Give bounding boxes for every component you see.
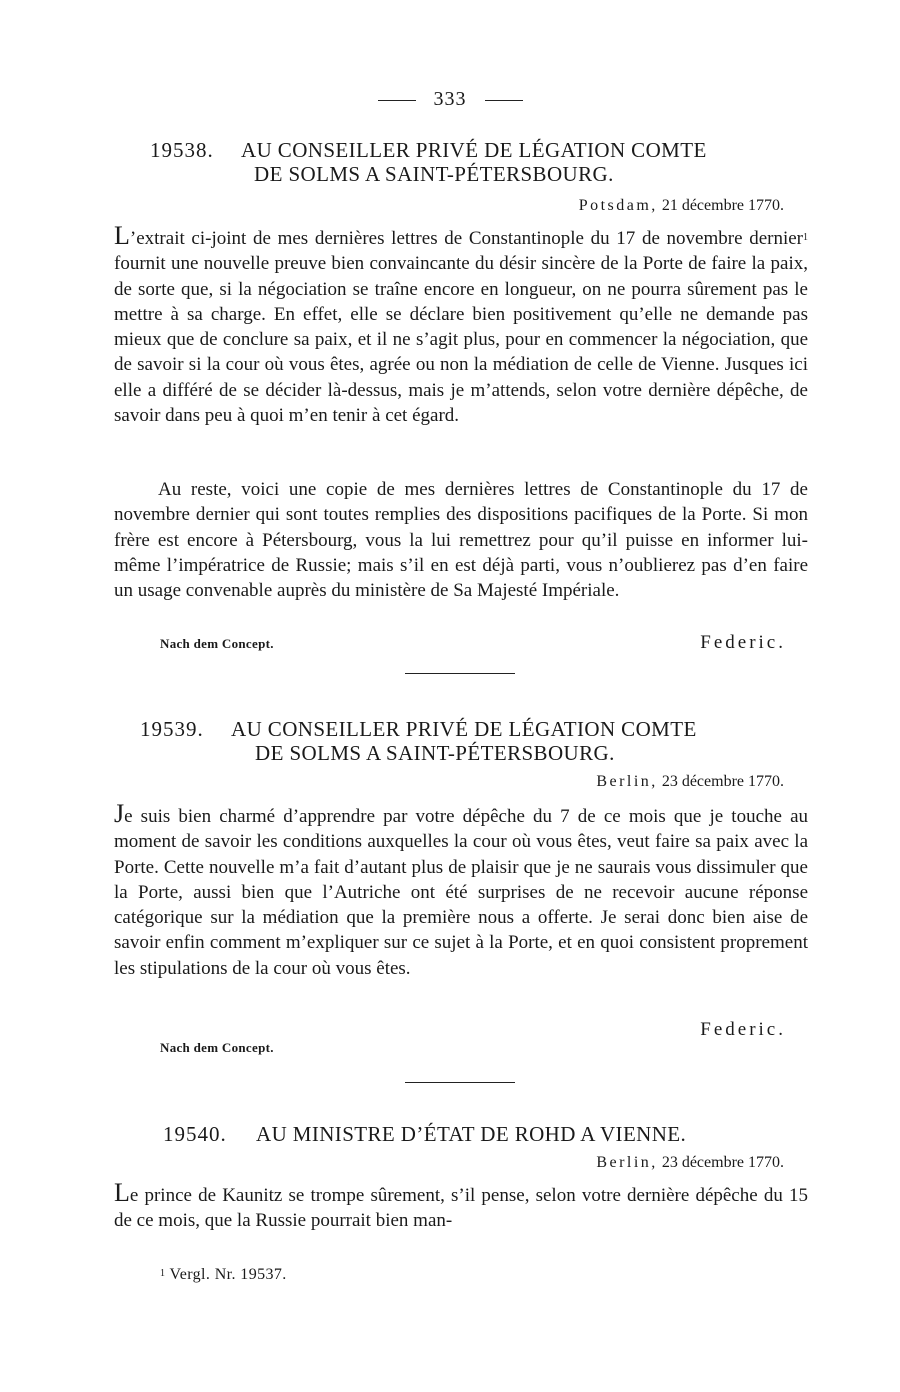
paragraph-text: e prince de Kaunitz se trompe sûrement, s’il pense, selon votre dernière dépêche du 15 de ce mois, que la Russie pourrait bien man- (114, 1185, 808, 1232)
source-note: Nach dem Concept. (160, 1040, 274, 1055)
page-header (0, 88, 900, 111)
heading-line-2: DE SOLMS A SAINT-PÉTERSBOURG. (254, 162, 614, 186)
dateline (579, 197, 784, 215)
header-rule-left (378, 100, 416, 101)
dateline-date: 23 décembre 1770. (661, 773, 784, 790)
letter-number: 19540. (163, 1122, 227, 1146)
letter-number: 19539. (140, 717, 204, 741)
section-separator (405, 673, 515, 674)
signature: Federic. (700, 1019, 786, 1040)
initial-letter: J (114, 799, 125, 828)
footnote-text: Vergl. Nr. 19537. (169, 1266, 287, 1283)
footnote (160, 1266, 287, 1284)
paragraph-text: e suis bien charmé d’apprendre par votre dépêche du 7 de ce mois que je touche au moment de savoir les conditions auxquelles la cour où vous êtes, veut faire sa paix avec la Porte. Cette nouvelle m’a fait d’autant plus de plaisir que je ne saurais vous dissimuler que la Porte, aussi bien que l’Autriche ont été surprises de ne recevoir aucune réponse catégorique sur la médiation que la première nous a offerte. Je serai donc bien aise de savoir enfin comment m’expliquer sur ce sujet à la Porte, et en quoi consistent proprement les stipulations de la cour où vous êtes. (114, 806, 808, 979)
letter-number: 19538. (150, 138, 214, 162)
letter-paragraph (114, 1180, 808, 1234)
paragraph-text: ’extrait ci-joint de mes dernières lettres de Constantinople du 17 de novembre dernier (129, 228, 803, 249)
dateline-place: Berlin, (596, 773, 658, 790)
heading-line-1: AU CONSEILLER PRIVÉ DE LÉGATION COMTE (231, 717, 697, 741)
footnote-mark: 1 (160, 1268, 166, 1279)
letter-paragraph (114, 801, 808, 981)
section-separator (405, 1082, 515, 1083)
dateline (596, 773, 784, 791)
initial-letter: L (114, 1178, 130, 1207)
signature: Federic. (700, 632, 786, 653)
heading-line-2: DE SOLMS A SAINT-PÉTERSBOURG. (255, 741, 615, 765)
heading-line-1: AU MINISTRE D’ÉTAT DE ROHD A VIENNE. (256, 1122, 687, 1146)
letter-paragraph (114, 477, 808, 603)
heading-line-1: AU CONSEILLER PRIVÉ DE LÉGATION COMTE (241, 138, 707, 162)
dateline-date: 21 décembre 1770. (661, 197, 784, 214)
footnote-reference: 1 (803, 232, 808, 243)
paragraph-text: Au reste, voici une copie de mes dernières lettres de Constantinople du 17 de novembre dernier qui sont toutes remplies des dispositions pacifiques de la Porte. Si mon frère est encore à Pétersbourg, vous la lui remettrez pour qu’il puisse en informer lui-même l’impératrice de Russie; mais s’il en est déjà parti, vous n’oublierez pas d’en faire un usage convenable auprès du ministère de Sa Majesté Impériale. (114, 479, 808, 602)
dateline-place: Berlin, (596, 1154, 658, 1171)
source-note: Nach dem Concept. (160, 636, 274, 651)
header-rule-right (485, 100, 523, 101)
dateline-place: Potsdam, (578, 197, 658, 214)
paragraph-text: fournit une nouvelle preuve bien convaincante du désir sincère de la Porte de faire la paix, de sorte que, si la négociation se traîne encore en longueur, on ne pourra sûrement pas le mettre à sa charge. En effet, elle se déclare bien positivement qu’elle ne demande pas mieux que de conclure sa paix, et il ne s’agit plus, pour en commencer la négociation, que de savoir si la cour où vous êtes, agrée ou non la médiation de celle de Vienne. Jusques ici elle a différé de se décider là-dessus, mais je m’attends, selon votre dernière dépêche, de savoir dans peu à quoi m’en tenir à cet égard. (114, 253, 808, 427)
dateline (596, 1154, 784, 1172)
letter-paragraph (114, 223, 808, 428)
initial-letter: L (114, 221, 130, 250)
dateline-date: 23 décembre 1770. (661, 1154, 784, 1171)
page-number: 333 (433, 88, 467, 110)
